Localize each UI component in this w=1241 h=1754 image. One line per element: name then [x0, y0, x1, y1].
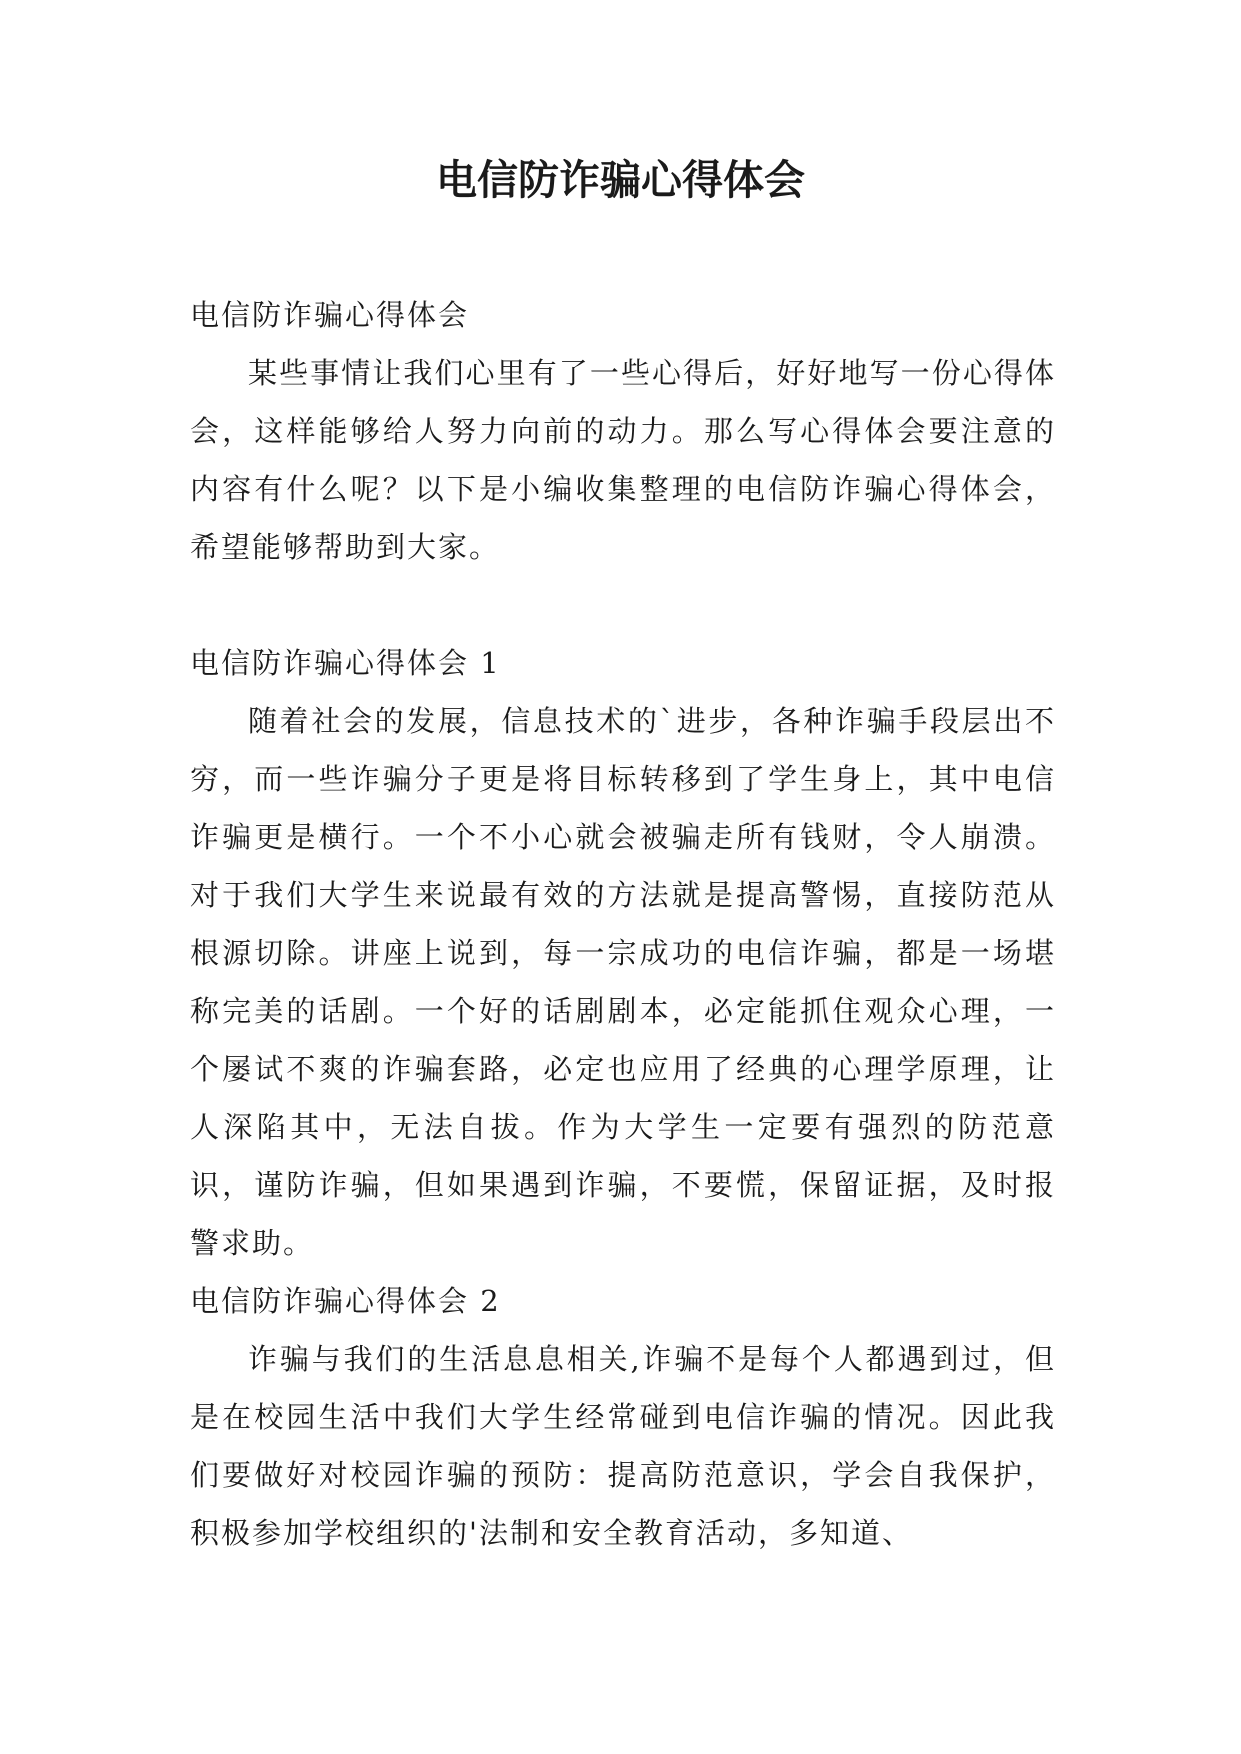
paragraph-1: 随着社会的发展，信息技术的`进步，各种诈骗手段层出不穷，而一些诈骗分子更是将目标转移到了学生身上，其中电信诈骗更是横行。一个不小心就会被骗走所有钱财，令人崩溃。对于我们大学生来说最有效的方法就是提高警惕，直接防范从根源切除。讲座上说到，每一宗成功的电信诈骗，都是一场堪称完美的话剧。一个好的话剧剧本，必定能抓住观众心理，一个屡试不爽的诈骗套路，必定也应用了经典的心理学原理，让人深陷其中，无法自拔。作为大学生一定要有强烈的防范意识，谨防诈骗，但如果遇到诈骗，不要慌，保留证据，及时报警求助。	[190, 704, 1056, 1260]
section-heading-1: 电信防诈骗心得体会 1	[190, 646, 501, 680]
document-title: 电信防诈骗心得体会	[436, 156, 805, 204]
paragraph-intro: 某些事情让我们心里有了一些心得后，好好地写一份心得体会，这样能够给人努力向前的动力。那么写心得体会要注意的内容有什么呢？以下是小编收集整理的电信防诈骗心得体会，希望能够帮助到大家。	[190, 356, 1056, 564]
paragraph-2: 诈骗与我们的生活息息相关,诈骗不是每个人都遇到过，但是在校园生活中我们大学生经常碰到电信诈骗的情况。因此我们要做好对校园诈骗的预防：提高防范意识，学会自我保护，积极参加学校组织的'法制和安全教育活动，多知道、	[190, 1342, 1056, 1550]
document-body	[190, 286, 1056, 1562]
section-heading-intro: 电信防诈骗心得体会	[190, 298, 470, 332]
section-heading-2: 电信防诈骗心得体会 2	[190, 1284, 501, 1318]
